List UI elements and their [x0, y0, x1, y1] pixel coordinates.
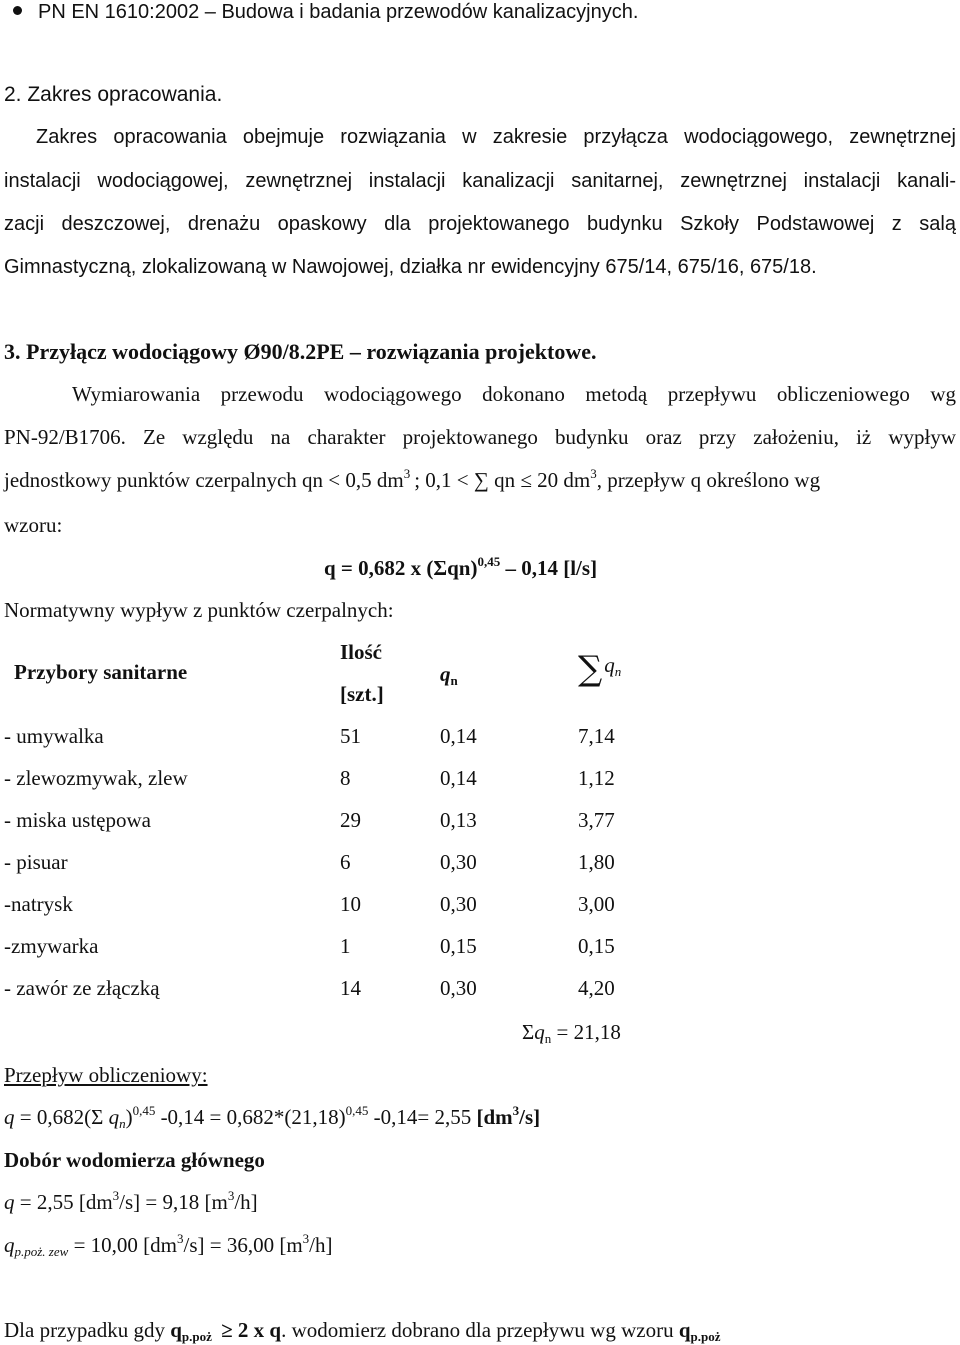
- row-qty: 51: [340, 724, 361, 748]
- row-qn: 0,30: [440, 976, 477, 1000]
- header-qty-line-1: Ilość: [340, 640, 382, 664]
- row-qty: 1: [340, 934, 351, 958]
- bullet-text: PN EN 1610:2002 – Budowa i badania przewodów kanalizacyjnych.: [38, 1, 639, 23]
- row-qty: 6: [340, 850, 351, 874]
- row-qn: 0,30: [440, 850, 477, 874]
- row-name: - pisuar: [4, 850, 68, 874]
- sigma-icon: ∑: [578, 649, 603, 689]
- row-sum: 3,77: [578, 808, 615, 832]
- row-name: - zawór ze złączką: [4, 976, 160, 1000]
- section-2-line-1: Zakres opracowania obejmuje rozwiązania w zakresie przyłącza wodociągowego, zewnętrznej: [36, 126, 956, 148]
- section-2-heading: 2. Zakres opracowania.: [4, 83, 223, 106]
- section-2-line-2: instalacji wodociągowej, zewnętrznej instalacji kanalizacji sanitarnej, zewnętrznej instalacji kanali-: [4, 170, 956, 192]
- row-sum: 1,12: [578, 766, 615, 790]
- meter-line-1: q = 2,55 $[dm^3/s] = 9,18$ $[m^3/h]$: [4, 1188, 258, 1214]
- row-sum: 3,00: [578, 892, 615, 916]
- final-line: Dla przypadku gdy $q_{p.poż} \ge 2$ x q. wodomierz dobrano dla przepływu wg wzoru $q_{p.poż}$: [4, 1318, 721, 1344]
- section-3-line-3: jednostkowy punktów czerpalnych qn < 0,5 $dm^3$ ; 0,1 < ∑ qn ≤ 20 $dm^3$, przepływ q określono wg: [4, 466, 821, 492]
- section-3-heading: 3. Przyłącz wodociągowy Ø90/8.2PE – rozwiązania projektowe.: [4, 339, 597, 364]
- row-name: - miska ustępowa: [4, 808, 151, 832]
- section-3-line-2: PN-92/B1706. Ze względu na charakter projektowanego budynku oraz przy założeniu, iż wypływ: [4, 425, 956, 449]
- row-qn: 0,13: [440, 808, 477, 832]
- row-qn: 0,15: [440, 934, 477, 958]
- section-3-line-4: wzoru:: [4, 513, 63, 537]
- section-2-line-3: zacji deszczowej, drenażu opaskowy dla projektowanego budynku Szkoły Podstawowej z salą: [4, 213, 956, 235]
- header-qty-line-2: [szt.]: [340, 682, 384, 706]
- row-qty: 14: [340, 976, 361, 1000]
- row-name: - umywalka: [4, 724, 104, 748]
- bullet-icon: [13, 6, 22, 15]
- header-fixtures: Przybory sanitarne: [14, 660, 188, 684]
- header-qn: $q_n$: [440, 662, 458, 688]
- row-qty: 29: [340, 808, 361, 832]
- table-total: $\Sigma q_n = 21,18$: [522, 1020, 621, 1046]
- row-name: -natrysk: [4, 892, 73, 916]
- row-name: -zmywarka: [4, 934, 99, 958]
- row-qn: 0,30: [440, 892, 477, 916]
- row-sum: 4,20: [578, 976, 615, 1000]
- section-3-line-1: Wymiarowania przewodu wodociągowego dokonano metodą przepływu obliczeniowego wg: [72, 382, 956, 406]
- row-qty: 10: [340, 892, 361, 916]
- flow-calculation: q = 0,682(Σ $q_n)^{0,45}$ $-0,14 = 0,682*(21,18)^{0,45}$ -0,14= 2,55 $[dm^3/s]$: [4, 1103, 541, 1131]
- row-qn: 0,14: [440, 724, 477, 748]
- flow-formula: q = 0,682 x $(\Sigma qn)^{0,45} - 0,14$ [l/s]: [324, 554, 598, 580]
- header-sum-qn: $\sum q_n$: [578, 649, 622, 689]
- row-sum: 7,14: [578, 724, 615, 748]
- section-2-line-4: Gimnastyczną, zlokalizowaną w Nawojowej, działka nr ewidencyjny 675/14, 675/16, 675/18.: [4, 256, 817, 278]
- row-name: - zlewozmywak, zlew: [4, 766, 188, 790]
- meter-line-2: $q_{p.poż. zew} = 10,00$ $[dm^3/s] = 36,00$ $[m^3/h]$: [4, 1231, 333, 1259]
- normative-label: Normatywny wypływ z punktów czerpalnych:: [4, 598, 394, 622]
- bullet-list-item: [0, 0, 960, 24]
- meter-heading: Dobór wodomierza głównego: [4, 1148, 265, 1172]
- row-sum: 0,15: [578, 934, 615, 958]
- row-qn: 0,14: [440, 766, 477, 790]
- row-qty: 8: [340, 766, 351, 790]
- row-sum: 1,80: [578, 850, 615, 874]
- flow-label: Przepływ obliczeniowy:: [4, 1063, 208, 1087]
